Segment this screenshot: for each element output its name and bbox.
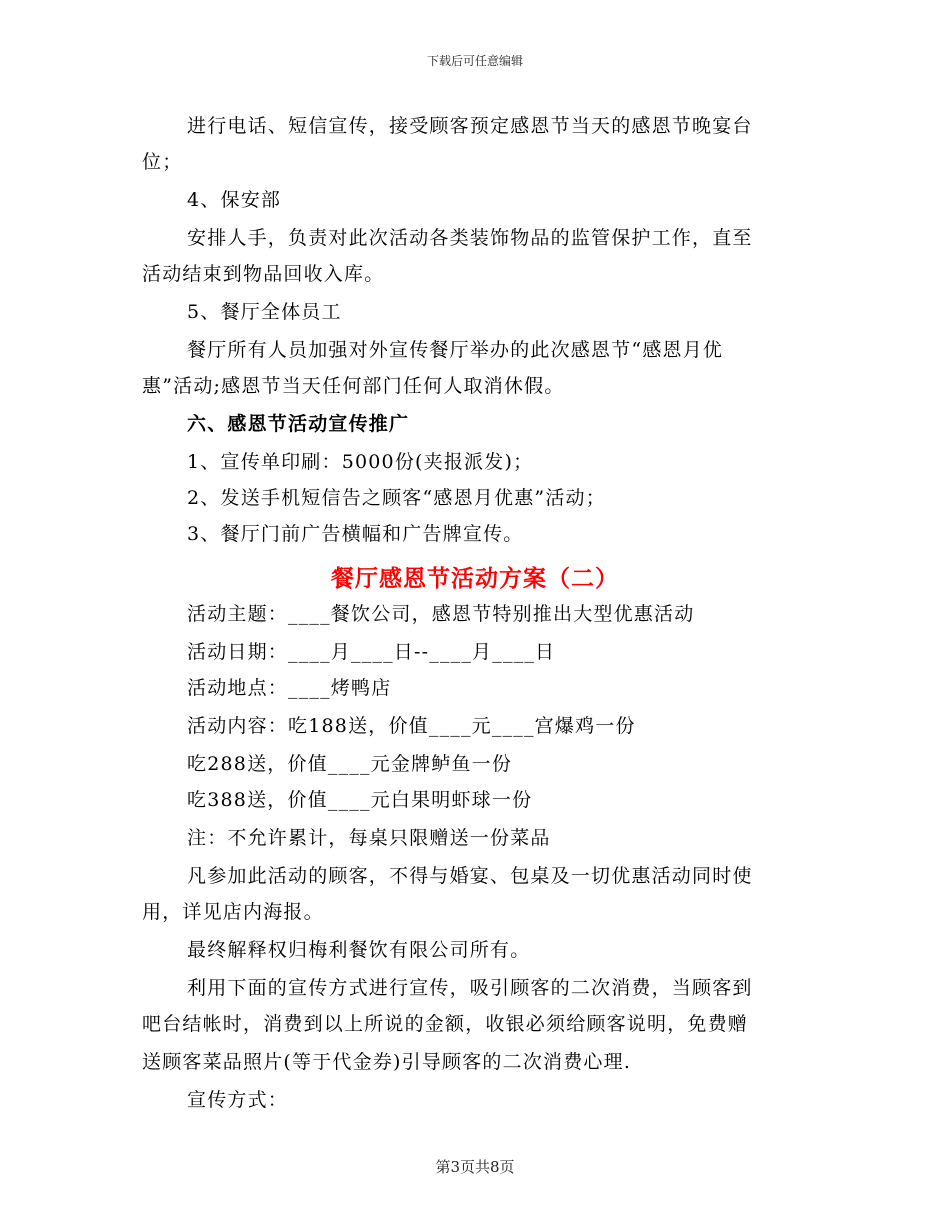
page-header: 下载后可任意编辑 xyxy=(426,54,523,68)
paragraph-line: 惠”活动;感恩节当天任何部门任何人取消休假。 xyxy=(142,375,565,397)
list-item: 1、宣传单印刷：5000份(夹报派发)； xyxy=(187,451,534,473)
activity-date: 活动日期：____月____日--____月____日 xyxy=(187,641,556,663)
paragraph-line: 位； xyxy=(142,151,183,173)
paragraph-line: 利用下面的宣传方式进行宣传，吸引顾客的二次消费，当顾客到 xyxy=(187,977,753,999)
document-title: 餐厅感恩节活动方案（二） xyxy=(331,565,619,592)
offer-line: 吃388送，价值____元白果明虾球一份 xyxy=(187,789,533,811)
activity-place: 活动地点：____烤鸭店 xyxy=(187,677,392,699)
activity-content: 活动内容：吃188送，价值____元____宫爆鸡一份 xyxy=(187,715,636,737)
paragraph-line: 吧台结帐时，消费到以上所说的金额，收银必须给顾客说明，免费赠 xyxy=(142,1013,749,1035)
paragraph-line: 活动结束到物品回收入库。 xyxy=(142,263,385,285)
paragraph-line: 送顾客菜品照片(等于代金券)引导顾客的二次消费心理. xyxy=(142,1051,632,1073)
paragraph-line: 凡参加此活动的顾客，不得与婚宴、包桌及一切优惠活动同时使 xyxy=(187,865,753,887)
list-item: 3、餐厅门前广告横幅和广告牌宣传。 xyxy=(187,523,524,545)
paragraph-line: 最终解释权归梅利餐饮有限公司所有。 xyxy=(187,939,531,961)
paragraph-line: 安排人手，负责对此次活动各类装饰物品的监管保护工作，直至 xyxy=(187,227,753,249)
subheading-security: 4、保安部 xyxy=(187,189,282,211)
subheading-staff: 5、餐厅全体员工 xyxy=(187,301,342,323)
activity-theme: 活动主题：____餐饮公司，感恩节特别推出大型优惠活动 xyxy=(187,603,695,625)
paragraph-line: 宣传方式： xyxy=(187,1089,289,1111)
page-footer: 第3页共8页 xyxy=(435,1158,515,1176)
section-heading-promotion: 六、感恩节活动宣传推广 xyxy=(187,413,410,435)
offer-line: 吃288送，价值____元金牌鲈鱼一份 xyxy=(187,753,513,775)
paragraph-line: 用，详见店内海报。 xyxy=(142,901,324,923)
note-line: 注：不允许累计，每桌只限赠送一份菜品 xyxy=(187,827,551,849)
paragraph-line: 进行电话、短信宣传，接受顾客预定感恩节当天的感恩节晚宴台 xyxy=(187,115,753,137)
paragraph-line: 餐厅所有人员加强对外宣传餐厅举办的此次感恩节“感恩月优 xyxy=(187,339,724,361)
list-item: 2、发送手机短信告之顾客“感恩月优惠”活动； xyxy=(187,487,606,509)
